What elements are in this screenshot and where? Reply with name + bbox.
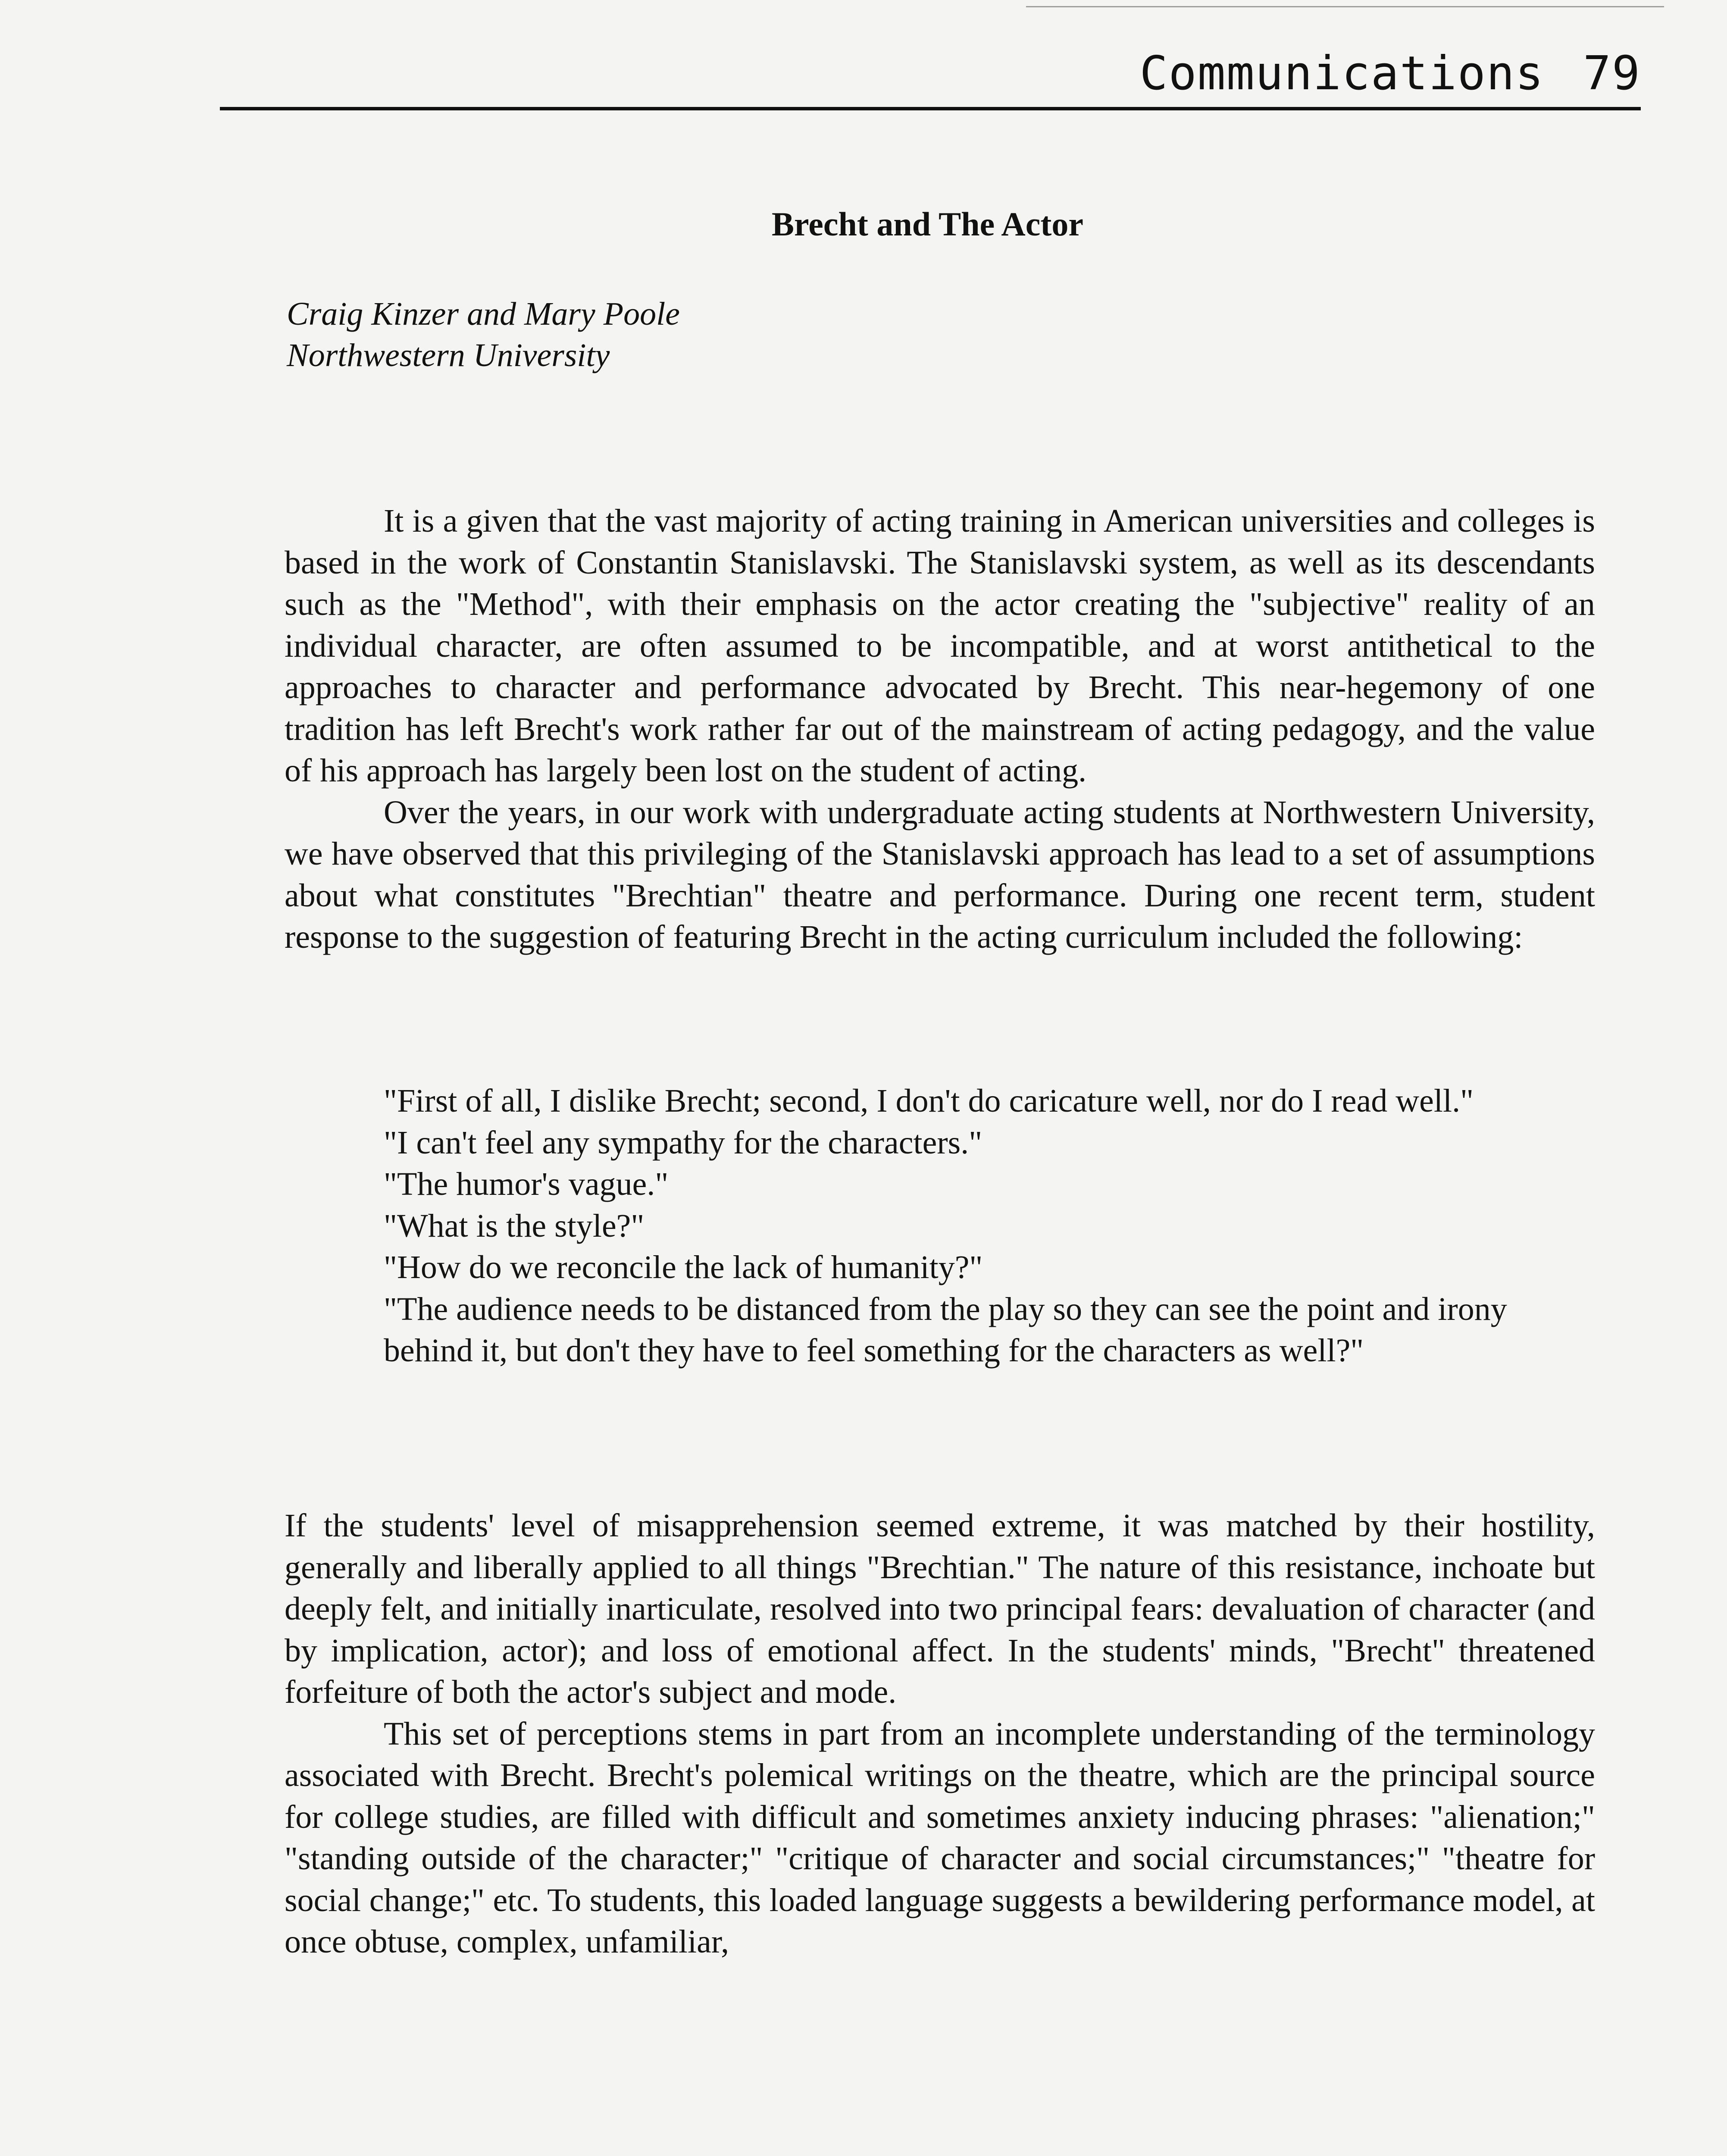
paragraph: This set of perceptions stems in part from an incomplete understanding of the terminology associated with Brecht. Brecht's polemical writings on the theatre, which are the principal source for college studies, are filled with difficult and sometimes anxiety inducing phrases: "alienation;" "standing outside of the character;" "critique of character and social circumstances;" "theatre for social change;" etc. To students, this loaded language suggests a bewildering performance model, at once obtuse, complex, unfamiliar,: [285, 1715, 1595, 1960]
header-rule: [220, 107, 1641, 110]
paragraph: If the students' level of misapprehension seemed extreme, it was matched by their hostility, generally and liberally applied to all things "Brechtian." The nature of this resistance, inchoate but deeply felt, and initially inarticulate, resolved into two principal fears: devaluation of character (and by implication, actor); and loss of emotional affect. In the students' minds, "Brecht" threatened forfeiture of both the actor's subject and mode.: [285, 1507, 1595, 1710]
scan-artifact-line: [1026, 6, 1664, 7]
quote-item: "How do we reconcile the lack of humanity?": [384, 1249, 983, 1285]
body-text-continued: [285, 1505, 1595, 1963]
student-quotes: [384, 1080, 1539, 1372]
quote-item: "What is the style?": [384, 1207, 644, 1244]
running-title: Communications: [1139, 47, 1544, 100]
article-title: Brecht and The Actor: [772, 205, 1083, 243]
quote-item: "The humor's vague.": [384, 1166, 669, 1202]
paragraph: It is a given that the vast majority of acting training in American universities and colleges is based in the work of Constantin Stanislavski. The Stanislavski system, as well as its descendants such as the "Method", with their emphasis on the actor creating the "subjective" reality of an individual character, are often assumed to be incompatible, and at worst antithetical to the approaches to character and performance advocated by Brecht. This near-hegemony of one tradition has left Brecht's work rather far out of the mainstream of acting pedagogy, and the value of his approach has largely been lost on the student of acting.: [285, 503, 1595, 789]
author-affiliation: Northwestern University: [287, 337, 610, 373]
byline: [287, 293, 680, 376]
quote-item: "The audience needs to be distanced from the play so they can see the point and irony behind it, but don't they have to feel something for the characters as well?": [384, 1291, 1507, 1369]
quote-item: "First of all, I dislike Brecht; second, I don't do caricature well, nor do I read well.": [384, 1083, 1474, 1119]
quote-item: "I can't feel any sympathy for the characters.": [384, 1124, 982, 1161]
paragraph: Over the years, in our work with undergraduate acting students at Northwestern University, we have observed that this privileging of the Stanislavski approach has lead to a set of assumptions about what constitutes "Brechtian" theatre and performance. During one recent term, student response to the suggestion of featuring Brecht in the acting curriculum included the following:: [285, 794, 1595, 955]
running-header: [1140, 47, 1641, 100]
body-text-intro: [285, 500, 1595, 958]
page-number: 79: [1583, 47, 1641, 100]
author-names: Craig Kinzer and Mary Poole: [287, 296, 680, 332]
